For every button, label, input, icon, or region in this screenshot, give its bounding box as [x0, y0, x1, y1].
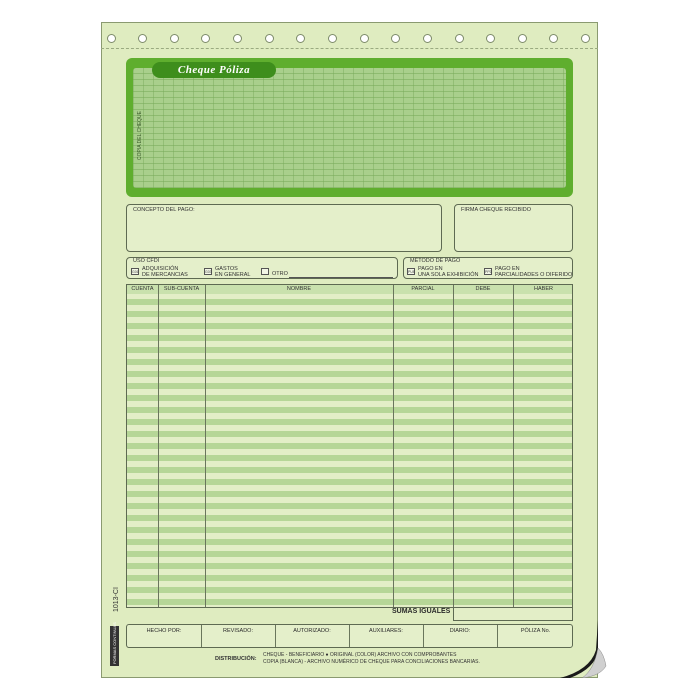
- header-nombre: NOMBRE: [286, 286, 312, 292]
- ledger-row-stripe: [127, 443, 572, 449]
- metodo-option-pue-line1: PAGO EN: [418, 266, 443, 272]
- ledger-row-stripe: [127, 299, 572, 305]
- sumas-totals-box[interactable]: [453, 608, 573, 621]
- feed-hole: [423, 34, 432, 43]
- feed-hole: [233, 34, 242, 43]
- feed-hole: [328, 34, 337, 43]
- ledger-row-stripe: [127, 575, 572, 581]
- ledger-row-stripe: [127, 431, 572, 437]
- metodo-option-ppd-line2: PARCIALIDADES O DIFERIDO: [495, 272, 573, 278]
- header-debe: DEBE: [475, 286, 491, 292]
- ledger-row-stripe: [127, 335, 572, 341]
- metodo-checkbox-pue[interactable]: PUE: [408, 270, 416, 274]
- metodo-pago-title: MÉTODO DE PAGO: [410, 258, 461, 264]
- ledger-row-stripe: [127, 359, 572, 365]
- sig-auxiliares: AUXILIARES:: [369, 628, 403, 634]
- header-subcuenta: SUB-CUENTA: [163, 286, 200, 292]
- ledger-row-stripe: [127, 527, 572, 533]
- ledger-row-stripe: [127, 491, 572, 497]
- cfdi-checkbox-gastos[interactable]: G03: [205, 270, 212, 274]
- cfdi-option-otro: OTRO: [272, 271, 288, 277]
- feed-hole: [391, 34, 400, 43]
- cfdi-option-adquisicion-line2: DE MERCANCIAS: [142, 272, 188, 278]
- signature-row: [126, 624, 573, 648]
- ledger-column-divider: [205, 285, 206, 607]
- ledger-row-stripe: [127, 503, 572, 509]
- ledger-row-stripe: [127, 515, 572, 521]
- cheque-copy-area[interactable]: [133, 68, 566, 188]
- cfdi-option-gastos-line2: EN GENERAL: [215, 272, 251, 278]
- feed-hole: [360, 34, 369, 43]
- feed-hole: [107, 34, 116, 43]
- header-cuenta: CUENTA: [131, 286, 154, 292]
- ledger-row-stripe: [127, 407, 572, 413]
- form-code: 1013-CI: [113, 587, 120, 612]
- metodo-checkbox-ppd[interactable]: PPD: [485, 270, 493, 274]
- feed-hole: [265, 34, 274, 43]
- ledger-row-stripe: [127, 323, 572, 329]
- ledger-column-divider: [513, 285, 514, 607]
- ledger-row-stripe: [127, 539, 572, 545]
- feed-hole: [518, 34, 527, 43]
- feed-hole: [581, 34, 590, 43]
- header-parcial: PARCIAL: [411, 286, 435, 292]
- cfdi-option-gastos-line1: GASTOS: [215, 266, 238, 272]
- otro-blank-line[interactable]: [289, 277, 393, 278]
- ledger-row-stripe: [127, 419, 572, 425]
- ledger-row-stripe: [127, 371, 572, 377]
- distribution-line2: COPIA (BLANCA) - ARCHIVO NUMÉRICO DE CHEQUE PARA CONCILIACIONES BANCARIAS.: [263, 659, 480, 665]
- cfdi-checkbox-otro[interactable]: [261, 268, 269, 275]
- distribution-line1: CHEQUE - BENEFICIARIO ● ORIGINAL (COLOR) ARCHIVO CON COMPROBANTES: [263, 652, 457, 658]
- header-haber: HABER: [534, 286, 553, 292]
- ledger-row-stripe: [127, 563, 572, 569]
- ledger-row-stripe: [127, 599, 572, 605]
- cheque-copy-label: COPIA DEL CHEQUE: [137, 111, 143, 160]
- cfdi-checkbox-adquisicion[interactable]: G01: [132, 270, 139, 274]
- page-curl-icon: [560, 620, 608, 678]
- cfdi-option-adquisicion-line1: ADQUISICIÓN: [142, 266, 179, 272]
- sig-poliza-no: PÓLIZA No.: [520, 628, 551, 634]
- ledger-column-divider: [158, 285, 159, 607]
- ledger-row-stripe: [127, 479, 572, 485]
- ledger-row-stripe: [127, 395, 572, 401]
- ledger-row-stripe: [127, 455, 572, 461]
- distribution-label: DISTRIBUCIÓN:: [215, 656, 257, 662]
- sig-autorizado: AUTORIZADO:: [293, 628, 331, 634]
- ledger-column-divider: [393, 285, 394, 607]
- ledger-row-stripe: [127, 467, 572, 473]
- ledger-row-stripe: [127, 347, 572, 353]
- feed-hole: [455, 34, 464, 43]
- firma-label: FIRMA CHEQUE RECIBIDO: [461, 207, 531, 213]
- feed-hole: [296, 34, 305, 43]
- brand-logo-text: FORMAS CONTINUAS: [112, 622, 117, 664]
- feed-hole: [170, 34, 179, 43]
- cheque-title: Cheque Póliza: [152, 62, 276, 78]
- sig-revisado: REVISADO:: [223, 628, 253, 634]
- ledger-row-stripe: [127, 383, 572, 389]
- sumas-iguales-label: SUMAS IGUALES: [392, 608, 451, 615]
- sig-hecho-por: HECHO POR:: [146, 628, 182, 634]
- feed-hole: [138, 34, 147, 43]
- brand-logo: [110, 622, 119, 666]
- feed-hole: [201, 34, 210, 43]
- ledger-row-stripe: [127, 311, 572, 317]
- ledger-table[interactable]: [126, 284, 573, 608]
- ledger-column-divider: [453, 285, 454, 607]
- ledger-row-stripe: [127, 587, 572, 593]
- ledger-row-stripe: [127, 551, 572, 557]
- concepto-label: CONCEPTO DEL PAGO:: [133, 207, 195, 213]
- metodo-option-pue-line2: UNA SOLA EXHIBICIÓN: [418, 272, 479, 278]
- perforation-line: [101, 48, 598, 49]
- feed-hole: [486, 34, 495, 43]
- sig-diario: DIARIO:: [449, 628, 471, 634]
- feed-hole: [549, 34, 558, 43]
- metodo-option-ppd-line1: PAGO EN: [495, 266, 520, 272]
- uso-cfdi-title: USO CFDI: [133, 258, 160, 264]
